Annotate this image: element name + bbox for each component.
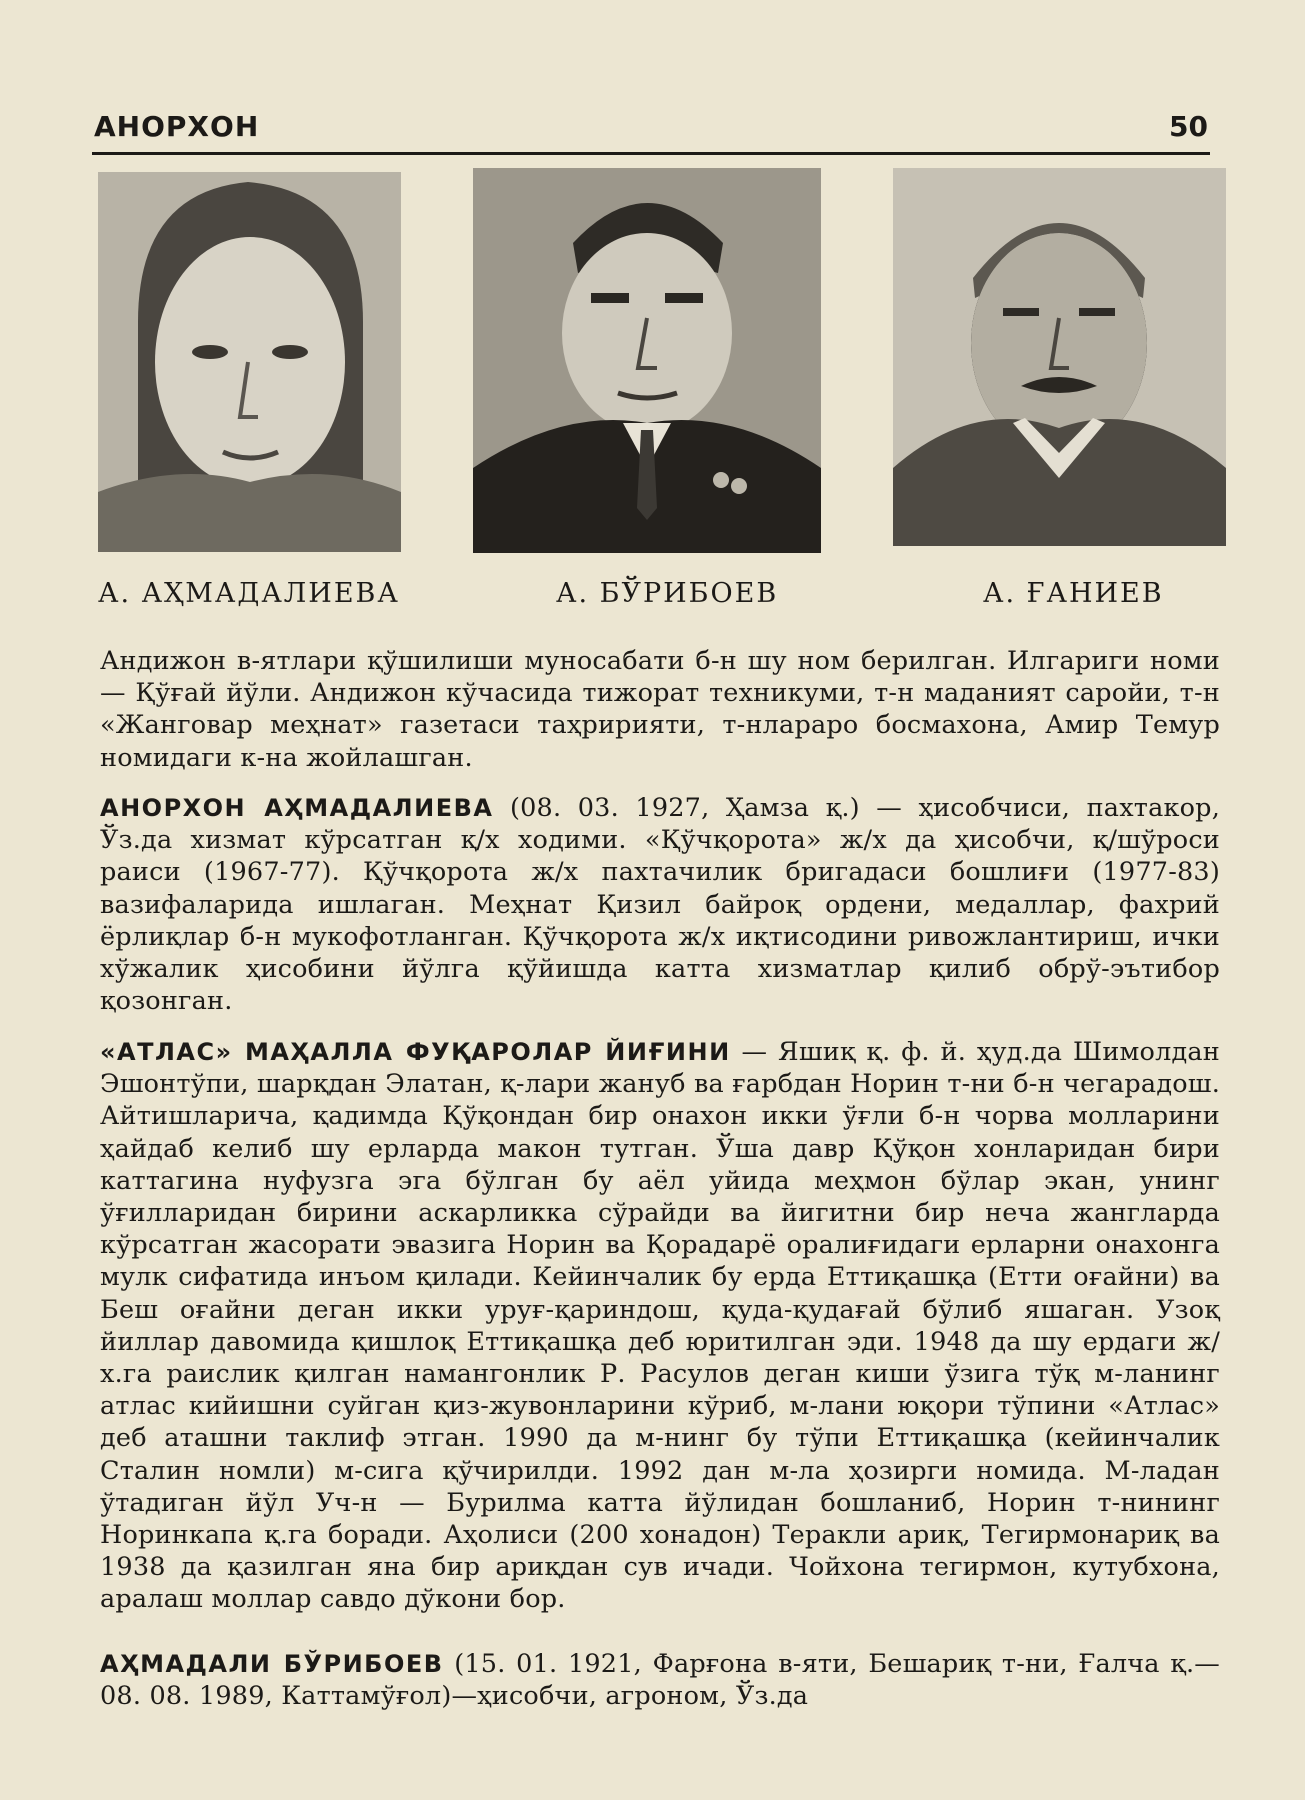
- entry-akhmadali-buriboev: [100, 1648, 1220, 1712]
- page-header: [92, 108, 1210, 155]
- entry-text: (15. 01. 1921, Фарғона в-яти, Бешариқ т-ни, Ғалча қ.—08. 08. 1989, Каттамўғол)—ҳисобчи, агроном, Ўз.да: [100, 1649, 1221, 1712]
- entry-anorkhon-akhmadalieva: [100, 792, 1220, 1017]
- entry-atlas-mahalla: [100, 1036, 1220, 1616]
- photo-caption-3: А. ҒАНИЕВ: [983, 578, 1164, 609]
- entry-text: — Яшиқ қ. ф. й. ҳуд.да Шимолдан Эшонтўпи, шарқдан Элатан, қ-лари жануб ва ғарбдан Норин т-ни б-н чегарадош. Айтишларича, қадимда Қўқондан бир онахон икки ўғли б-н чорва молларини ҳайдаб келиб шу ерларда макон тутган. Ўша давр Қўқон хонларидан бири каттагина нуфузга эга бўлган бу аёл уйида меҳмон бўлар экан, унинг ўғилларидан бирини аскарликка сўрайди ва йигитни бир неча жангларда кўрсатган жасорати эвазига Норин ва Қорадарё оралиғидаги ерларни онахонга мулк сифатида инъом қилади. Кейинчалик бу ерда Еттиқашқа (Етти оғайни) ва Беш оғайни деган икки уруғ-қариндош, қуда-қудағай бўлиб яшаган. Узоқ йиллар давомида қишлоқ Еттиқашқа деб юритилган эди. 1948 да шу ердаги ж/х.га раислик қилган намангонлик Р. Расулов деган киши ўзига тўқ м-ланинг атлас кийишни суйган қиз-жувонларини кўриб, м-лани юқори тўпини «Атлас» деб аташни таклиф этган. 1990 да м-нинг бу тўпи Еттиқашқа (кейинчалик Сталин номли) м-сига қўчирилди. 1992 дан м-ла ҳозирги номида. М-ладан ўтадиган йўл Уч-н — Бурилма катта йўлидан бошланиб, Норин т-нининг Норинкапа қ.га боради. Аҳолиси (200 хонадон) Теракли ариқ, Тегирмонариқ ва 1938 да қазилган яна бир ариқдан сув ичади. Чойхона тегирмон, кутубхона, аралаш моллар савдо дўкони бор.: [100, 1037, 1220, 1615]
- entry-heading: «АТЛАС» МАҲАЛЛА ФУҚАРОЛАР ЙИҒИНИ: [100, 1038, 731, 1066]
- running-title: АНОРХОН: [94, 110, 260, 143]
- portrait-man-mustache-icon: [893, 168, 1226, 546]
- entry-heading: АҲМАДАЛИ БЎРИБОЕВ: [100, 1650, 444, 1678]
- page-number: 50: [1169, 110, 1208, 143]
- photo-caption-2: А. БЎРИБОЕВ: [556, 578, 779, 609]
- entry-heading: АНОРХОН АҲМАДАЛИЕВА: [100, 794, 494, 822]
- paragraph-text: Андижон в-ятлари қўшилиши муносабати б-н шу ном берилган. Илгариги номи — Қўғай йўли. Андижон кўчасида тижорат техникуми, т-н маданият саройи, т-н «Жанговар меҳнат» газетаси таҳририяти, т-нлараро босмахона, Амир Темур номидаги к-на жойлашган.: [100, 646, 1220, 773]
- portrait-man-cap-icon: [473, 168, 821, 553]
- paragraph-street-name: [100, 645, 1220, 774]
- photo-caption-1: А. АҲМАДАЛИЕВА: [98, 578, 400, 609]
- portrait-woman-icon: [98, 172, 401, 552]
- portrait-man-cap-photo: [473, 168, 821, 553]
- portrait-woman-photo: [98, 172, 401, 552]
- portrait-man-mustache-photo: [893, 168, 1226, 546]
- entry-text: (08. 03. 1927, Ҳамза қ.) — ҳисобчиси, пахтакор, Ўз.да хизмат кўрсатган қ/х ходими. «Қўчқорота» ж/х да ҳисобчи, қ/шўроси раиси (1967-77). Қўчқорота ж/х пахтачилик бригадаси бошлиғи (1977-83) вазифаларида ишлаган. Меҳнат Қизил байроқ ордени, медаллар, фахрий ёрлиқлар б-н мукофотланган. Қўчқорота ж/х иқтисодини ривожлантириш, ички хўжалик ҳисобини йўлга қўйишда катта хизматлар қилиб обрў-эътибор қозонган.: [100, 793, 1221, 1017]
